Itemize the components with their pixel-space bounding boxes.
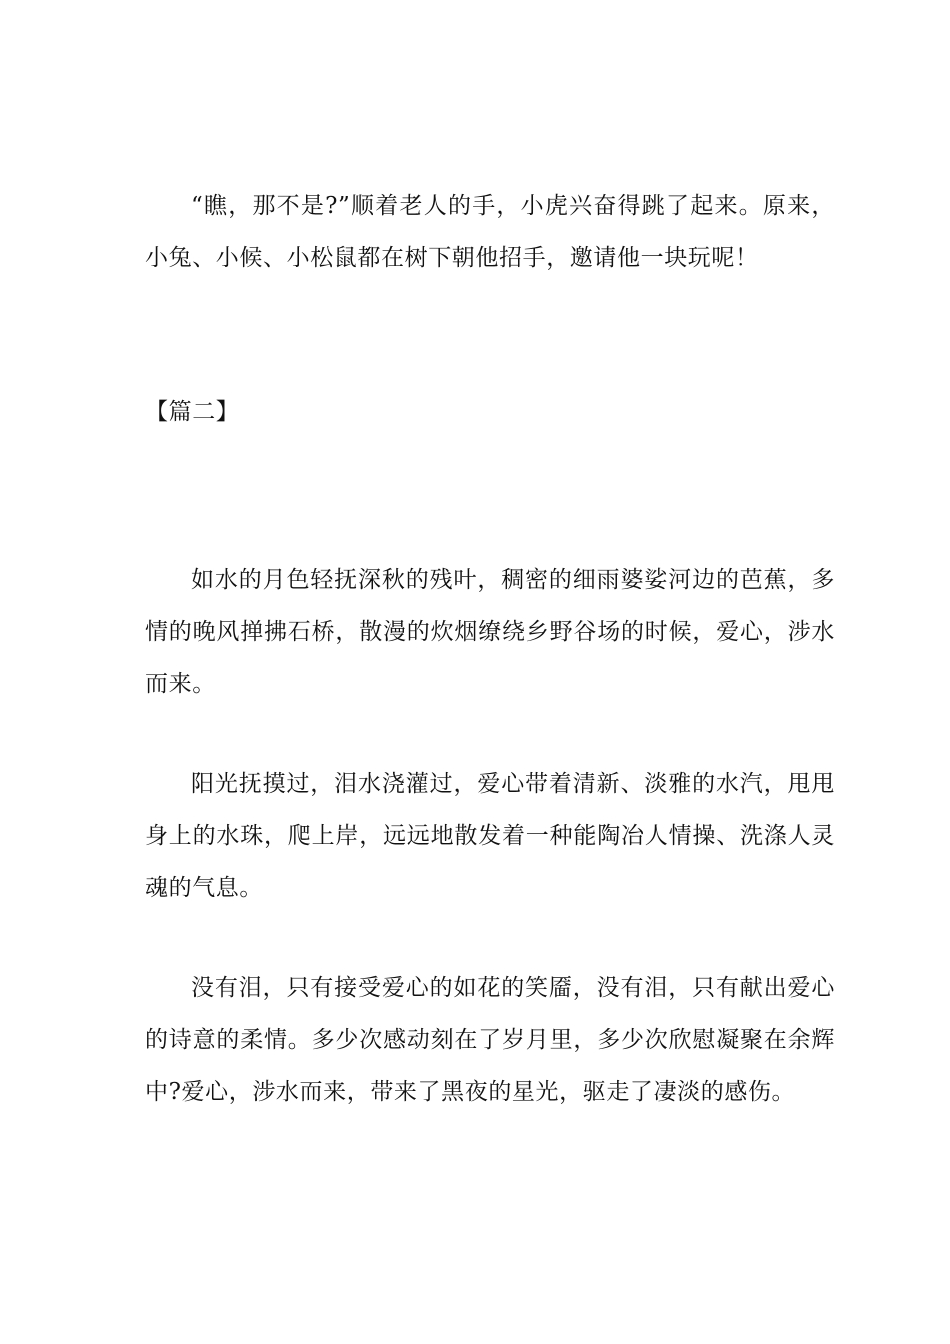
paragraph: 如水的月色轻抚深秋的残叶，稠密的细雨婆娑河边的芭蕉，多情的晚风掸拂石桥，散漫的炊烟缭绕乡野谷场的时候，爱心，涉水而来。 xyxy=(145,567,835,697)
paragraph: 没有泪，只有接受爱心的如花的笑靥，没有泪，只有献出爱心的诗意的柔情。多少次感动刻在了岁月里，多少次欣慰凝聚在余辉中?爱心，涉水而来，带来了黑夜的星光，驱走了凄淡的感伤。 xyxy=(145,975,835,1105)
section-heading: 【篇二】 xyxy=(145,399,240,425)
paragraph: 阳光抚摸过，泪水浇灌过，爱心带着清新、淡雅的水汽，甩甩身上的水珠，爬上岸，远远地散发着一种能陶冶人情操、洗涤人灵魂的气息。 xyxy=(145,771,835,901)
document-body xyxy=(145,180,835,1118)
paragraph: “瞧，那不是?”顺着老人的手，小虎兴奋得跳了起来。原来，小兔、小候、小松鼠都在树下朝他招手，邀请他一块玩呢！ xyxy=(145,193,835,271)
